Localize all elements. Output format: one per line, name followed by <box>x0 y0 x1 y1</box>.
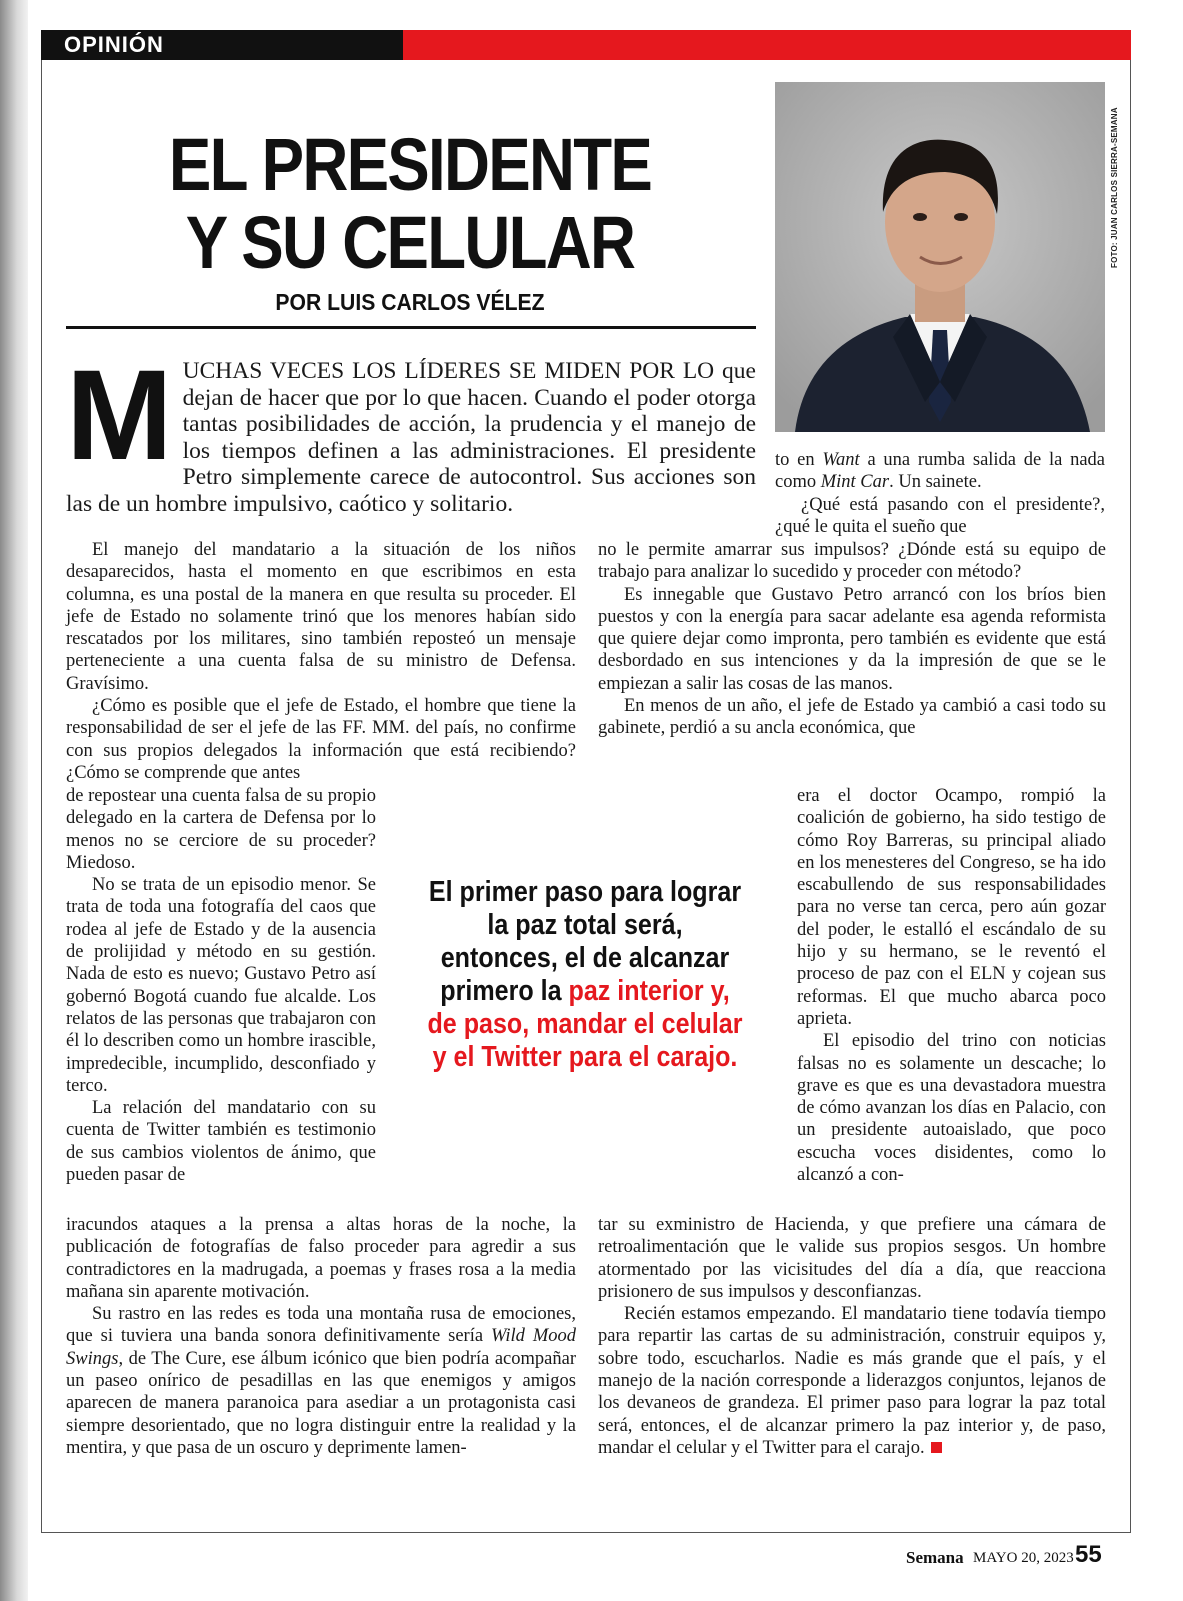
col1-paragraph-3: No se trata de un episodio menor. Se trata de toda una fotografía del caos que rodea al jefe de Estado y de la ausencia de prolijidad y método en su gestión. Nada de esto es nuevo; Gustavo Petro así gobernó Bogotá cuando fue alcalde. Los relatos de las personas que trabajaron con él lo describen como un hombre irascible, impredecible, incumplido, desconfiado y terco. <box>66 875 376 1096</box>
section-bar-red <box>403 30 1131 60</box>
column-2-bottom <box>598 1214 1106 1459</box>
lead-text: UCHAS VECES LOS LÍDERES SE MIDEN POR LO que dejan de hacer que por lo que hacen. Cuando el poder otorga tantas posibilidades de acción, la prudencia y el manejo de los tiempos definen a las administraciones. El presidente Petro simplemente carece de autocontrol. Sus acciones son las de un hombre impulsivo, caótico y solitario. <box>66 358 756 517</box>
col2-paragraph-5: El episodio del trino con noticias falsas no es solamente un descache; lo grave es que es una devastadora muestra de cómo avanzan los días en Palacio, con un presidente autoaislado, que poco escucha voces disidentes, como lo alcanzó a con- <box>797 1031 1106 1186</box>
col1-paragraph-4: La relación del mandatario con su cuenta de Twitter también es testimonio de sus cambios violentos de ánimo, que pueden pasar de <box>66 1098 376 1186</box>
col1-paragraph-5: Su rastro en las redes es toda una montaña rusa de emociones, que si tuviera una banda sonora definitivamente sería Wild Mood Swings, de The Cure, ese álbum icónico que bien podría acompañar un paseo onírico de pesadillas en las que enemigos y amigos aparecen de manera paranoica para asediar a un protagonista casi siempre desorientado, que no logra distinguir entre la realidad y la mentira, y que pasa de un oscuro y deprimente lamen- <box>66 1304 576 1458</box>
headline-line-1: EL PRESIDENTE <box>168 123 652 206</box>
col2-paragraph-2-cont: no le permite amarrar sus impulsos? ¿Dónde está su equipo de trabajo para analizar lo sucedido y proceder con método? <box>598 540 1106 583</box>
lead-paragraph <box>66 344 756 517</box>
col1-paragraph-1: El manejo del mandatario a la situación de los niños desaparecidos, hasta el momento en que escribimos en esta columna, es una postal de la manera en que resulta su proceder. El jefe de Estado no solamente trinó que los menores habían sido rescatados por los militares, sino también reposteó un mensaje perteneciente a una cuenta falsa de su ministro de Defensa. Gravísimo. <box>66 540 576 694</box>
photo-credit: FOTO: JUAN CARLOS SIERRA-SEMANA <box>1110 107 1119 268</box>
byline: POR LUIS CARLOS VÉLEZ <box>275 289 545 315</box>
page-number: 55 <box>1075 1541 1102 1568</box>
pull-quote-red: paz interior y, de paso, mandar el celular y el Twitter para el carajo. <box>427 975 743 1073</box>
col1-paragraph-2: ¿Cómo es posible que el jefe de Estado, el hombre que tiene la responsabilidad de ser el jefe de las FF. MM. del país, no confirme con sus propios delegados la información que está recibiendo? ¿Cómo se comprende que antes <box>66 696 576 783</box>
section-label: OPINIÓN <box>64 32 164 57</box>
col1-paragraph-4-cont: iracundos ataques a la prensa a altas horas de la noche, la publicación de fotografías de falso proceder para agredir a sus contradictores en la madrugada, a poemas y frases rosa a la media mañana sin aparente motivación. <box>66 1215 576 1302</box>
column-2-narrow <box>797 785 1106 1186</box>
column-1-top <box>66 539 576 784</box>
pull-quote-black: El primer paso para lograr la paz total será, entonces, el de alcanzar primero la <box>428 876 742 1007</box>
col2-paragraph-2: ¿Qué está pasando con el presidente?, ¿qué le quita el sueño que <box>775 494 1105 537</box>
footer-publication: Semana <box>906 1548 964 1567</box>
column-1-bottom <box>66 1214 576 1459</box>
col2-paragraph-4-cont: era el doctor Ocampo, rompió la coalición de gobierno, ha sido testigo de cómo Roy Barreras, su principal aliado en los menesteres del Congreso, se ha ido escabullendo de sus responsabilidades para no verse tan cerca, pero aún gozar del poder, le estalló el escándalo de su hijo y su hermano, se le reventó el proceso de paz con el ELN y cojean sus reformas. El que mucho abarca poco aprieta. <box>797 786 1106 1029</box>
page-gutter-shadow <box>0 0 28 1601</box>
pull-quote <box>426 876 745 1074</box>
drop-cap: M <box>66 344 173 487</box>
author-photo <box>775 82 1105 432</box>
col1-paragraph-2-cont: de repostear una cuenta falsa de su propio delegado en la cartera de Defensa por lo menos no se cerciore de su proceder? Miedoso. <box>66 786 376 873</box>
col2-paragraph-1: to en Want a una rumba salida de la nada como Mint Car. Un sainete. <box>775 450 1105 493</box>
col2-paragraph-6: Recién estamos empezando. El mandatario tiene todavía tiempo para repartir las cartas de su administración, construir equipos y, sobre todo, escucharlos. Nadie es más grande que el país, y el manejo de la nación corresponde a liderazgos conjuntos, lejanos de los devaneos de grandeza. El primer paso para lograr la paz total será, entonces, el de alcanzar primero la paz interior y, de paso, mandar el celular y el Twitter para el carajo. <box>598 1304 1106 1458</box>
column-2-top <box>775 449 1105 538</box>
headline-rule <box>66 326 756 329</box>
column-2-wide <box>598 539 1106 740</box>
col2-paragraph-4: En menos de un año, el jefe de Estado ya cambió a casi todo su gabinete, perdió a su ancla económica, que <box>598 696 1106 739</box>
headline <box>152 123 668 284</box>
col2-paragraph-5-cont: tar su exministro de Hacienda, y que prefiere una cámara de retroalimentación que le valide sus propios sesgos. Un hombre atormentado por las vicisitudes del día a día, que reacciona prisionero de sus impulsos y desconfianzas. <box>598 1215 1106 1302</box>
col2-paragraph-3: Es innegable que Gustavo Petro arrancó con los bríos bien puestos y con la energía para sacar adelante esa agenda reformista que quiere dejar como impronta, pero también es evidente que está desbordado en sus intenciones y da la impresión de que se le empiezan a salir las cosas de las manos. <box>598 584 1106 694</box>
column-1-narrow <box>66 785 376 1186</box>
end-mark <box>931 1442 942 1453</box>
author-portrait-illustration <box>775 82 1105 432</box>
headline-line-2: Y SU CELULAR <box>185 201 635 284</box>
footer-date: MAYO 20, 2023 <box>973 1550 1074 1566</box>
